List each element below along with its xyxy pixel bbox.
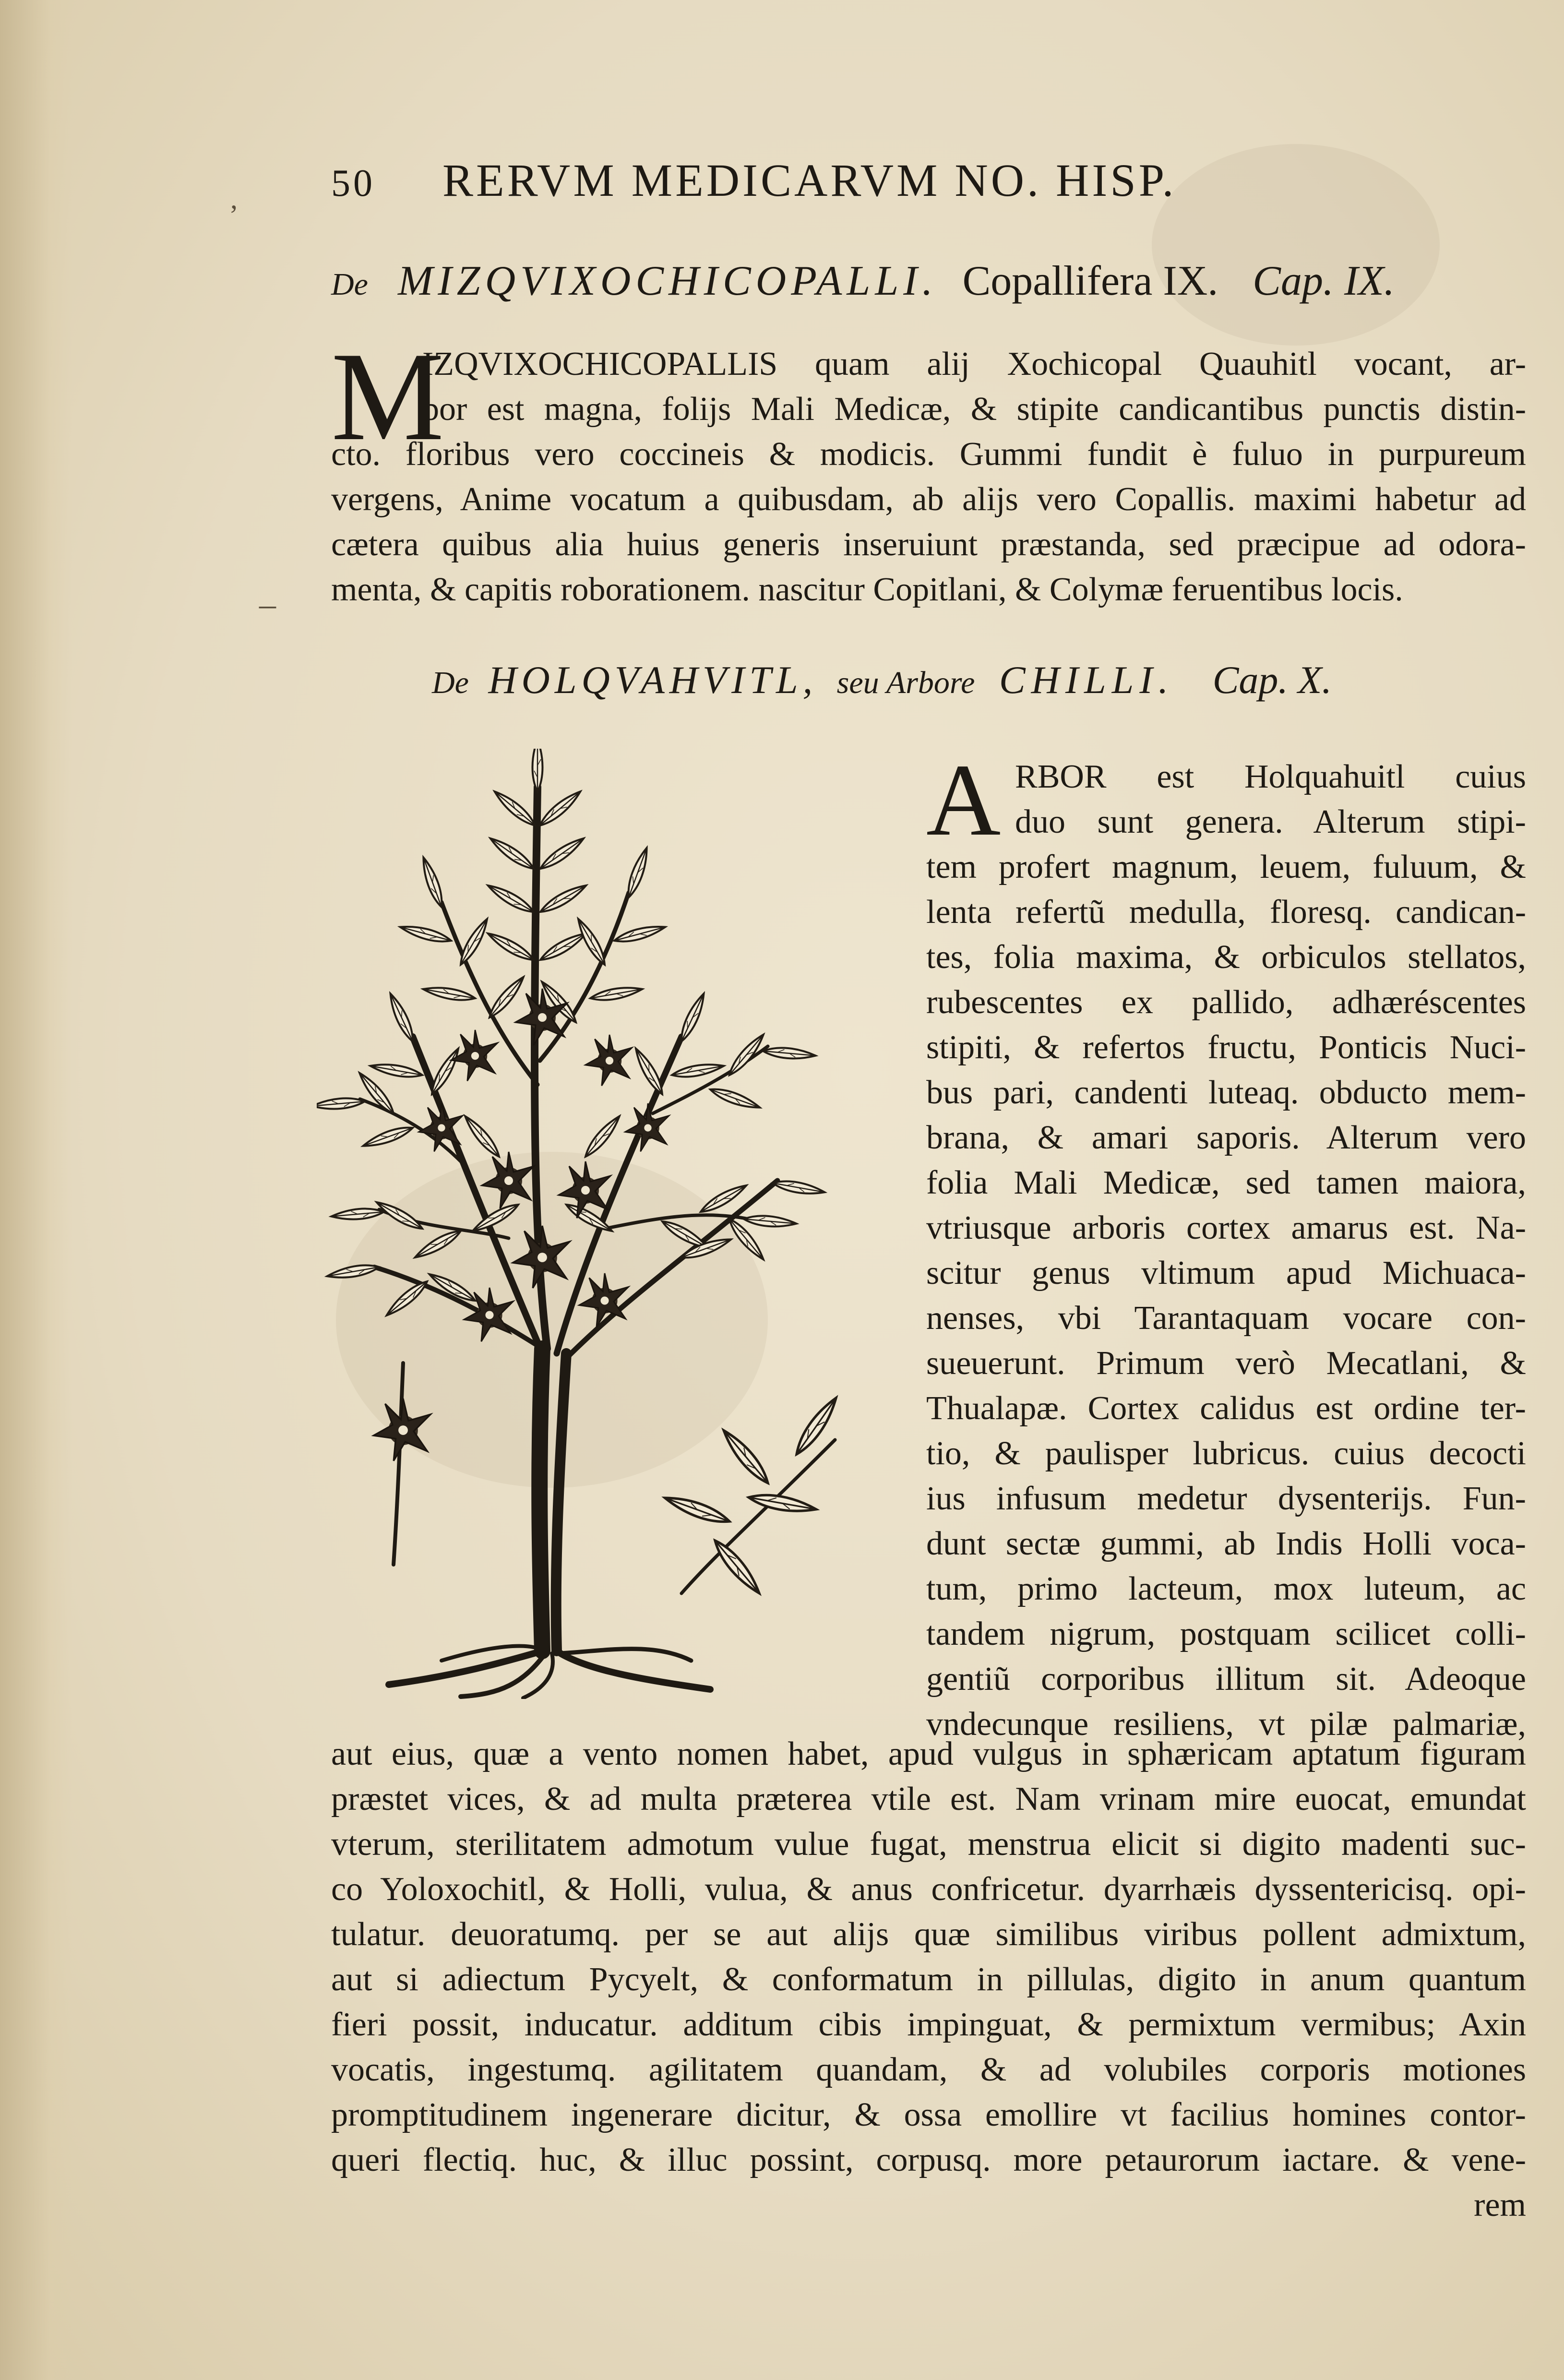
page-number: 50 bbox=[331, 162, 375, 204]
text-line: scitur genus vltimum apud Michuaca- bbox=[926, 1255, 1526, 1292]
text-line: bus pari, candenti luteaq. obducto mem- bbox=[926, 1074, 1526, 1111]
chapter-text bbox=[331, 1732, 1526, 2228]
text-line: fieri possit, inducatur. additum cibis impinguat, & permixtum vermibus; Axin bbox=[331, 2006, 1526, 2043]
drop-cap: A bbox=[926, 742, 1001, 857]
text-line: tulatur. deuoratumq. per se aut alijs quæ similibus viribus pollent admixtum, bbox=[331, 1916, 1526, 1953]
text-line: cto. floribus vero coccineis & modicis. Gummi fundit è fuluo in purpureum bbox=[331, 436, 1526, 473]
text-line: præstet vices, & ad multa præterea vtile est. Nam vrinam mire euocat, emundat bbox=[331, 1781, 1526, 1818]
text-line: tandem nigrum, postquam scilicet colli- bbox=[926, 1615, 1526, 1652]
woodcut-tree-icon bbox=[317, 749, 893, 1699]
text-line: vtriusque arboris cortex amarus est. Na- bbox=[926, 1209, 1526, 1246]
running-title: RERVM MEDICARVM NO. HISP. bbox=[442, 155, 1177, 206]
chapter-title: De MIZQVIXOCHICOPALLI. Copallifera IX. Cap. IX. bbox=[331, 258, 1395, 304]
text-line: menta, & capitis roborationem. nascitur Copitlani, & Colymæ feruentibus locis. bbox=[331, 571, 1403, 608]
text-line: folia Mali Medicæ, sed tamen maiora, bbox=[926, 1164, 1526, 1201]
text-line: tum, primo lacteum, mox luteum, ac bbox=[926, 1570, 1526, 1607]
text-line: ius infusum medetur dysenterijs. Fun- bbox=[926, 1480, 1526, 1517]
text-line: Thualapæ. Cortex calidus est ordine ter- bbox=[926, 1390, 1526, 1427]
catchword: rem bbox=[1474, 2187, 1526, 2224]
text-line: queri flectiq. huc, & illuc possint, corpusq. more petaurorum iactare. & vene- bbox=[331, 2141, 1526, 2178]
margin-mark: – bbox=[259, 586, 276, 623]
text-line: tem profert magnum, leuem, fuluum, & bbox=[926, 849, 1526, 885]
text-line: cætera quibus alia huius generis inseruiunt præstanda, sed præcipue ad odora- bbox=[331, 526, 1526, 563]
text-line: IZQVIXOCHICOPALLIS quam alij Xochicopal Quauhitl vocant, ar- bbox=[422, 346, 1526, 383]
page-edge-shadow bbox=[0, 0, 72, 2380]
text-line: stipiti, & refertos fructu, Ponticis Nuci- bbox=[926, 1029, 1526, 1066]
text-line: bor est magna, folijs Mali Medicæ, & stipite candicantibus punctis distin- bbox=[422, 391, 1526, 428]
text-line: vterum, sterilitatem admotum vulue fugat, menstrua elicit si digito madenti suc- bbox=[331, 1826, 1526, 1863]
text-line: brana, & amari saporis. Alterum vero bbox=[926, 1119, 1526, 1156]
text-line: aut eius, quæ a vento nomen habet, apud vulgus in sphæricam aptatum figuram bbox=[331, 1735, 1526, 1772]
chapter-text bbox=[926, 742, 1526, 1747]
running-head bbox=[331, 154, 1387, 207]
text-line: sueuerunt. Primum verò Mecatlani, & bbox=[926, 1345, 1526, 1382]
text-line: vergens, Anime vocatum a quibusdam, ab alijs vero Copallis. maximi habetur ad bbox=[331, 481, 1526, 518]
text-line: tio, & paulisper lubricus. cuius decocti bbox=[926, 1435, 1526, 1472]
text-line: vocatis, ingestumq. agilitatem quandam, & ad volubiles corporis motiones bbox=[331, 2051, 1526, 2088]
text-line: tes, folia maxima, & orbiculos stellatos, bbox=[926, 939, 1526, 976]
text-line: co Yoloxochitl, & Holli, vulua, & anus confricetur. dyarrhæis dyssentericisq. opi- bbox=[331, 1871, 1526, 1908]
text-line: dunt sectæ gummi, ab Indis Holli voca- bbox=[926, 1525, 1526, 1562]
text-line: vndecunque resiliens, vt pilæ palmariæ, bbox=[926, 1706, 1526, 1743]
text-line: nenses, vbi Tarantaquam vocare con- bbox=[926, 1300, 1526, 1337]
text-line: lenta refertũ medulla, floresq. candican- bbox=[926, 894, 1526, 931]
text-line: promptitudinem ingenerare dicitur, & ossa emollire vt facilius homines contor- bbox=[331, 2096, 1526, 2133]
chapter-title: De HOLQVAHVITL, seu Arbore CHILLI. Cap. X. bbox=[432, 658, 1332, 702]
drop-cap: M bbox=[331, 326, 444, 467]
text-line: RBOR est Holquahuitl cuius bbox=[1015, 758, 1526, 795]
text-line: gentiũ corporibus illitum sit. Adeoque bbox=[926, 1661, 1526, 1698]
text-line: duo sunt genera. Alterum stipi- bbox=[1015, 803, 1526, 840]
text-line: rubescentes ex pallido, adhæréscentes bbox=[926, 984, 1526, 1021]
margin-mark: , bbox=[230, 183, 238, 215]
chapter-text bbox=[331, 326, 1526, 612]
text-line: aut si adiectum Pycyelt, & conformatum in pillulas, digito in anum quantum bbox=[331, 1961, 1526, 1998]
